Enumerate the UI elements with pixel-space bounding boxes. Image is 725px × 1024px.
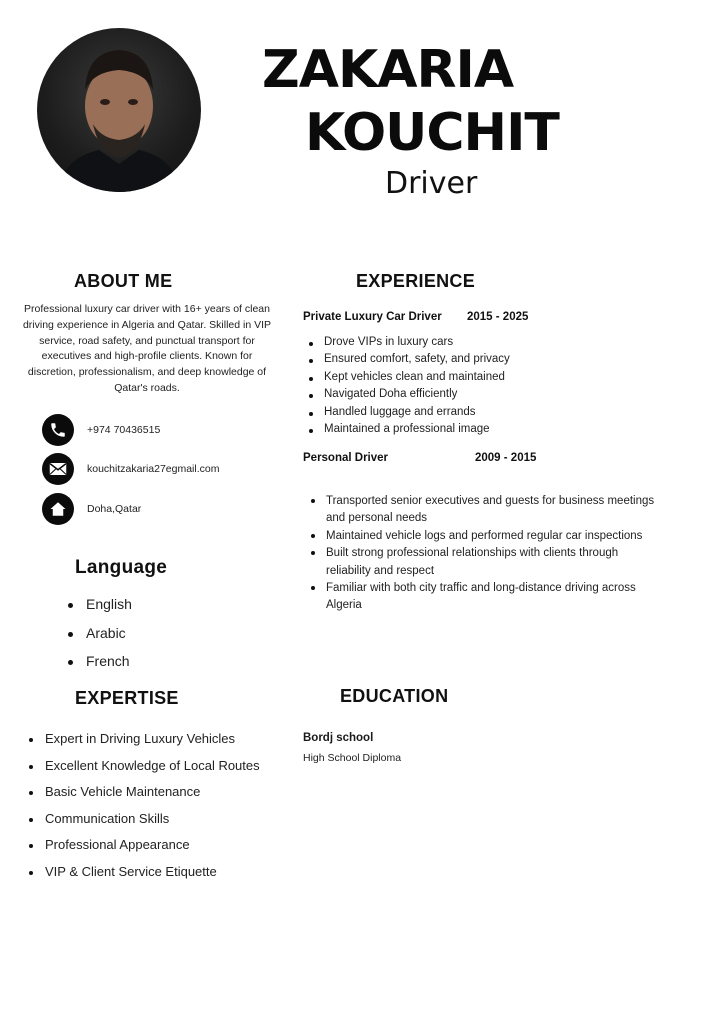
phone-number: +974 70436515 — [87, 424, 161, 436]
list-item: Expert in Driving Luxury Vehicles — [29, 731, 260, 758]
language-heading: Language — [75, 557, 168, 578]
contact-location — [42, 493, 282, 525]
job-role: Driver — [385, 166, 478, 201]
first-name: ZAKARIA — [262, 40, 514, 100]
person-silhouette-icon — [37, 28, 201, 192]
email-address: kouchitzakaria27egmail.com — [87, 463, 220, 475]
list-item: Kept vehicles clean and maintained — [309, 371, 639, 388]
list-item: VIP & Client Service Etiquette — [29, 864, 260, 891]
mail-icon — [42, 453, 74, 485]
list-item: Arabic — [68, 625, 132, 654]
list-item: Drove VIPs in luxury cars — [309, 336, 639, 353]
list-item: Excellent Knowledge of Local Routes — [29, 758, 260, 785]
job-title: Private Luxury Car Driver — [303, 311, 442, 323]
list-item: Maintained vehicle logs and performed regular car inspections — [311, 528, 656, 545]
job-years: 2009 - 2015 — [475, 452, 537, 464]
list-item: Ensured comfort, safety, and privacy — [309, 353, 639, 370]
contact-phone — [42, 414, 282, 446]
list-item: Built strong professional relationships with clients through reliability and respect — [311, 545, 656, 580]
expertise-list — [29, 731, 260, 890]
school-name: Bordj school — [303, 732, 374, 744]
list-item: English — [68, 596, 132, 625]
list-item: Navigated Doha efficiently — [309, 388, 639, 405]
job-bullets — [311, 493, 656, 615]
expertise-heading: EXPERTISE — [75, 688, 179, 708]
experience-heading: EXPERIENCE — [356, 271, 476, 291]
list-item: Transported senior executives and guests for business meetings and personal needs — [311, 493, 656, 528]
about-text: Professional luxury car driver with 16+ years of clean driving experience in Algeria and Qatar. Skilled in VIP service, road safety, and punctual transport for executives and high-profile clients. Known for discretion, professionalism, and deep knowledge of Qatar's roads. — [22, 303, 272, 394]
list-item: Basic Vehicle Maintenance — [29, 784, 260, 811]
job-years: 2015 - 2025 — [467, 311, 529, 323]
list-item: Maintained a professional image — [309, 423, 639, 440]
profile-photo — [37, 28, 201, 192]
list-item: French — [68, 653, 132, 682]
home-icon — [42, 493, 74, 525]
location-text: Doha,Qatar — [87, 503, 142, 515]
phone-icon — [42, 414, 74, 446]
degree-name: High School Diploma — [303, 752, 402, 764]
list-item: Handled luggage and errands — [309, 406, 639, 423]
job-title: Personal Driver — [303, 452, 389, 464]
education-heading: EDUCATION — [340, 686, 449, 706]
list-item: Communication Skills — [29, 811, 260, 838]
contact-email — [42, 453, 282, 485]
list-item: Professional Appearance — [29, 837, 260, 864]
job-bullets — [309, 336, 639, 440]
last-name: KOUCHIT — [305, 103, 559, 163]
language-list — [68, 596, 132, 682]
about-heading: ABOUT ME — [74, 271, 173, 291]
list-item: Familiar with both city traffic and long-distance driving across Algeria — [311, 580, 656, 615]
